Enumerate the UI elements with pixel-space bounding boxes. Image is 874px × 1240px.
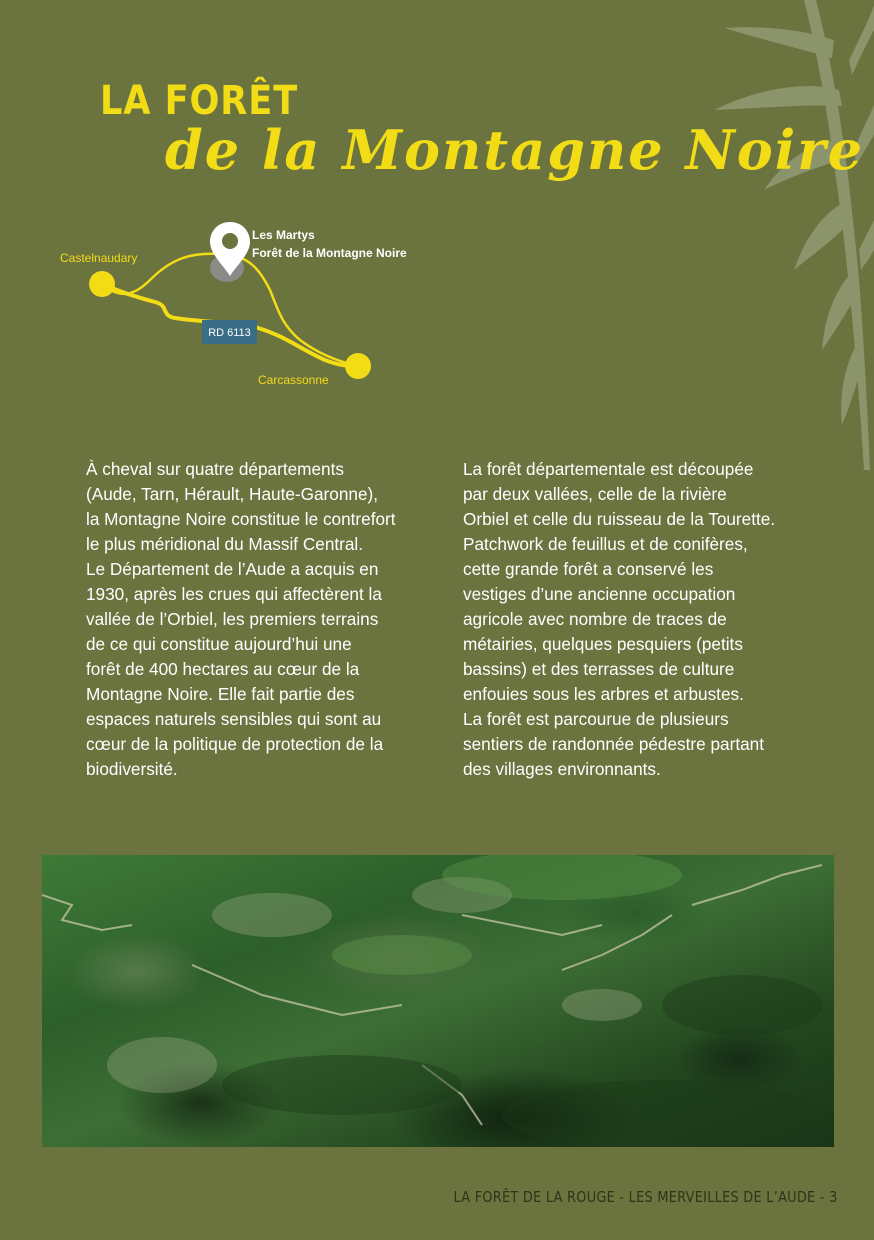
- page-footer: LA FORÊT DE LA ROUGE - LES MERVEILLES DE L’AUDE - 3: [453, 1188, 838, 1206]
- page-title: LA FORÊT: [100, 78, 299, 124]
- text-line: espaces naturels sensibles qui sont au: [86, 709, 382, 729]
- city-dot-icon: [345, 353, 371, 379]
- text-line: vallée de l’Orbiel, les premiers terrains: [86, 609, 379, 629]
- text-line: Le Département de l’Aude a acquis en: [86, 559, 379, 579]
- text-line: bassins) et des terrasses de culture: [463, 659, 735, 679]
- marker-label-forest: Forêt de la Montagne Noire: [252, 246, 407, 260]
- road-label: RD 6113: [208, 327, 251, 339]
- text-line: forêt de 400 hectares au cœur de la: [86, 659, 360, 679]
- text-line: de ce qui constitue aujourd’hui une: [86, 634, 352, 654]
- text-line: le plus méridional du Massif Central.: [86, 534, 364, 554]
- aerial-forest-photo: [42, 855, 834, 1147]
- city-dot-icon: [89, 271, 115, 297]
- text-line: Orbiel et celle du ruisseau de la Tourette.: [463, 509, 776, 529]
- text-line: des villages environnants.: [463, 759, 661, 779]
- body-text-right: [463, 457, 823, 782]
- origin-label: Castelnaudary: [60, 251, 138, 265]
- text-line: enfouies sous les arbres et arbustes.: [463, 684, 744, 704]
- text-line: À cheval sur quatre départements: [86, 459, 344, 479]
- text-line: vestiges d’une ancienne occupation: [463, 584, 736, 604]
- page-subtitle: de la Montagne Noire: [165, 118, 865, 182]
- text-line: Patchwork de feuillus et de conifères,: [463, 534, 748, 554]
- text-line: agricole avec nombre de traces de: [463, 609, 727, 629]
- forest-texture: [42, 855, 834, 1147]
- text-line: (Aude, Tarn, Hérault, Haute-Garonne),: [86, 484, 379, 504]
- text-line: cœur de la politique de protection de la: [86, 734, 384, 754]
- route-map: [40, 210, 460, 400]
- leaf-branch-decoration: [684, 0, 874, 470]
- destination-label: Carcassonne: [258, 373, 329, 387]
- text-line: La forêt départementale est découpée: [463, 459, 754, 479]
- text-line: cette grande forêt a conservé les: [463, 559, 714, 579]
- text-line: métairies, quelques pesquiers (petits: [463, 634, 743, 654]
- marker-label-town: Les Martys: [252, 228, 315, 242]
- text-line: biodiversité.: [86, 759, 178, 779]
- body-text-left: [86, 457, 446, 782]
- text-line: La forêt est parcourue de plusieurs: [463, 709, 729, 729]
- text-line: sentiers de randonnée pédestre partant: [463, 734, 764, 754]
- text-line: la Montagne Noire constitue le contrefort: [86, 509, 396, 529]
- text-line: par deux vallées, celle de la rivière: [463, 484, 727, 504]
- text-line: Montagne Noire. Elle fait partie des: [86, 684, 355, 704]
- text-line: 1930, après les crues qui affectèrent la: [86, 584, 382, 604]
